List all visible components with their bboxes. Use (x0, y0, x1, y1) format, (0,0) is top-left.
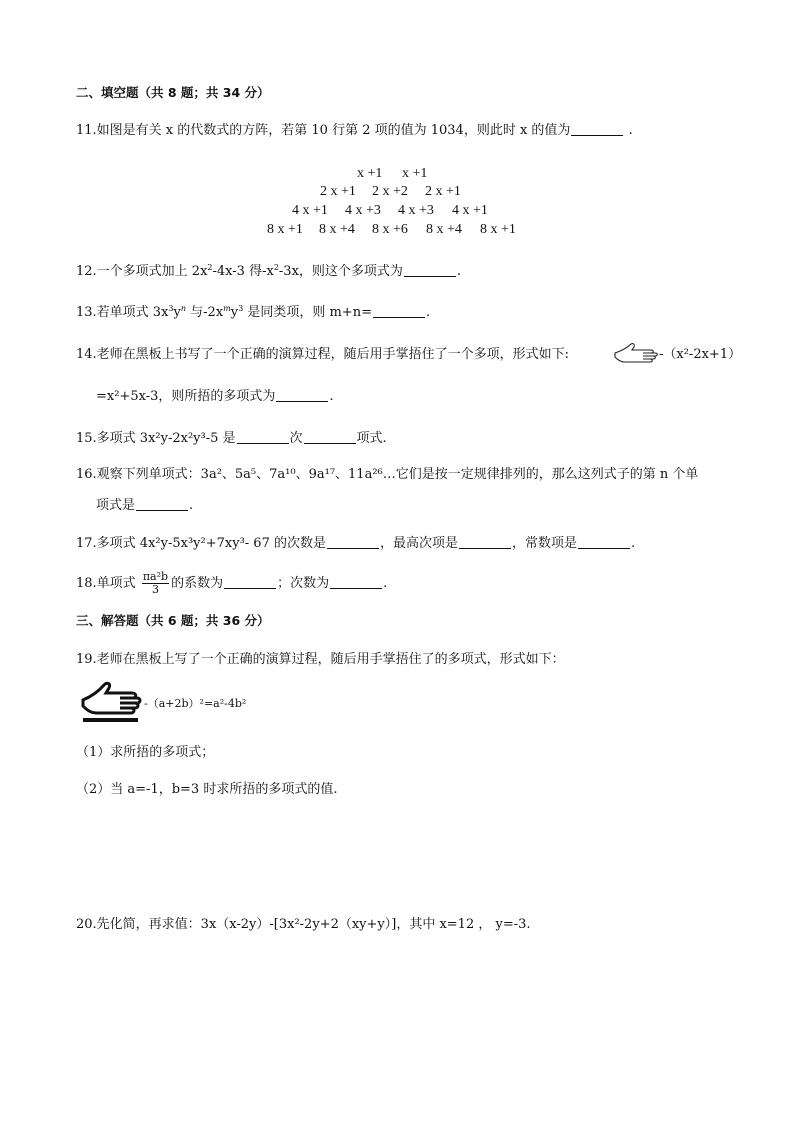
question-text: 与-2x (186, 305, 224, 320)
question-text: 的系数为 (171, 576, 224, 591)
question-15 (76, 430, 387, 448)
question-16 (76, 466, 698, 484)
answer-blank[interactable] (578, 536, 630, 549)
punctuation: . (425, 305, 431, 320)
question-text: 11.如图是有关 x 的代数式的方阵，若第 10 行第 2 项的值为 1034，则此时 x 的值为 (76, 123, 571, 138)
answer-blank[interactable] (327, 536, 379, 549)
hand-icon (80, 680, 142, 724)
punctuation: . (631, 536, 636, 551)
array-cell: x +1 (402, 166, 428, 181)
question-text: ；次数为 (277, 576, 330, 591)
question-text: ，最高次项是 (379, 536, 458, 551)
fraction-numerator: πa²b (142, 570, 169, 583)
fraction-denominator: 3 (151, 583, 159, 596)
question-14-cont (96, 388, 334, 406)
question-17 (76, 535, 635, 553)
array-cell: 8 x +1 (480, 222, 516, 237)
array-cell: 8 x +1 (267, 222, 303, 237)
question-16-cont (96, 497, 193, 515)
punctuation: . (383, 576, 388, 591)
question-19 (76, 651, 565, 669)
answer-blank[interactable] (276, 389, 328, 402)
punctuation: . (189, 498, 194, 513)
question-text: 次 (289, 431, 303, 446)
hand-icon (613, 342, 659, 366)
question-13: 13.若单项式 $3x^3y^n$ 与$-2x^my^3$ 是同类项，则 m+n= . (76, 304, 431, 320)
array-cell: 4 x +3 (345, 203, 381, 218)
answer-blank[interactable] (459, 536, 511, 549)
question-text: 13.若单项式 3x (76, 305, 169, 320)
punctuation: . (456, 264, 462, 279)
question-text: 12.一个多项式加上 2x (76, 264, 208, 279)
question-text: 18.单项式 (76, 576, 136, 591)
question-12: 12.一个多项式加上 $2x^2-4x-3$ 得$-x^2-3x$，则这个多项式为 . (76, 263, 462, 279)
question-text: 14.老师在黑板上书写了一个正确的演算过程，随后用手掌捂住了一个多项，形式如下: (76, 347, 570, 362)
array-cell: x +1 (357, 166, 383, 181)
question-text: 是同类项，则 m+n= (243, 305, 372, 320)
question-text: 项式是 (96, 498, 136, 513)
array-cell: 2 x +1 (425, 184, 461, 199)
covered-expression: -（x²-2x+1） (659, 347, 742, 362)
answer-blank[interactable] (373, 305, 425, 318)
question-text: y (173, 305, 181, 320)
question-text: 17.多项式 4x²y-5x³y²+7xy³- 67 的次数是 (76, 536, 326, 551)
array-cell: 8 x +4 (426, 222, 462, 237)
question-text: =x²+5x-3，则所捂的多项式为 (96, 389, 276, 404)
question-18 (76, 571, 387, 596)
answer-blank[interactable] (136, 498, 188, 511)
question-14 (76, 346, 569, 364)
array-cell: 2 x +2 (372, 184, 408, 199)
question-20: 20.先化简，再求值：3x（x-2y）-[3x²-2y+2（xy+y）]，其中 x=12 ， y=-3. (76, 917, 531, 932)
answer-blank[interactable] (404, 264, 456, 277)
section-title: 三、解答题（共 6 题；共 36 分） (76, 613, 270, 628)
fraction (142, 571, 169, 596)
answer-blank[interactable] (330, 576, 382, 589)
punctuation: . (329, 389, 334, 404)
sub-question-1: （1）求所捂的多项式； (76, 745, 215, 760)
array-cell: 4 x +3 (398, 203, 434, 218)
array-cell: 2 x +1 (320, 184, 356, 199)
section-title: 二、填空题（共 8 题；共 34 分） (76, 85, 270, 100)
answer-blank[interactable] (237, 431, 289, 444)
question-11 (76, 122, 633, 140)
question-text: y (230, 305, 239, 320)
punctuation: . (624, 123, 633, 138)
sub-question-2: （2）当 a=-1，b=3 时求所捂的多项式的值. (76, 782, 338, 797)
question-text: 16.观察下列单项式：3a²、5a⁵、7a¹⁰、9a¹⁷、11a²⁶…它们是按一定规律排列的，那么这列式子的第 n 个单 (76, 467, 699, 482)
array-cell: 4 x +1 (452, 203, 488, 218)
answer-blank[interactable] (224, 576, 276, 589)
question-text: -3x，则这个多项式为 (278, 264, 403, 279)
question-text: 15.多项式 3x²y-2x²y³-5 是 (76, 431, 236, 446)
array-cell: 8 x +6 (372, 222, 408, 237)
array-cell: 4 x +1 (292, 203, 328, 218)
question-text: ，常数项是 (512, 536, 578, 551)
question-text: 项式. (356, 431, 387, 446)
answer-blank[interactable] (571, 123, 623, 136)
question-text: -4x-3 得-x (212, 264, 274, 279)
answer-blank[interactable] (304, 431, 356, 444)
covered-expression: -（a+2b）²=a²-4b² (144, 697, 247, 710)
question-text: 19.老师在黑板上写了一个正确的演算过程，随后用手掌捂住了的多项式，形式如下： (76, 652, 565, 667)
array-cell: 8 x +4 (319, 222, 355, 237)
